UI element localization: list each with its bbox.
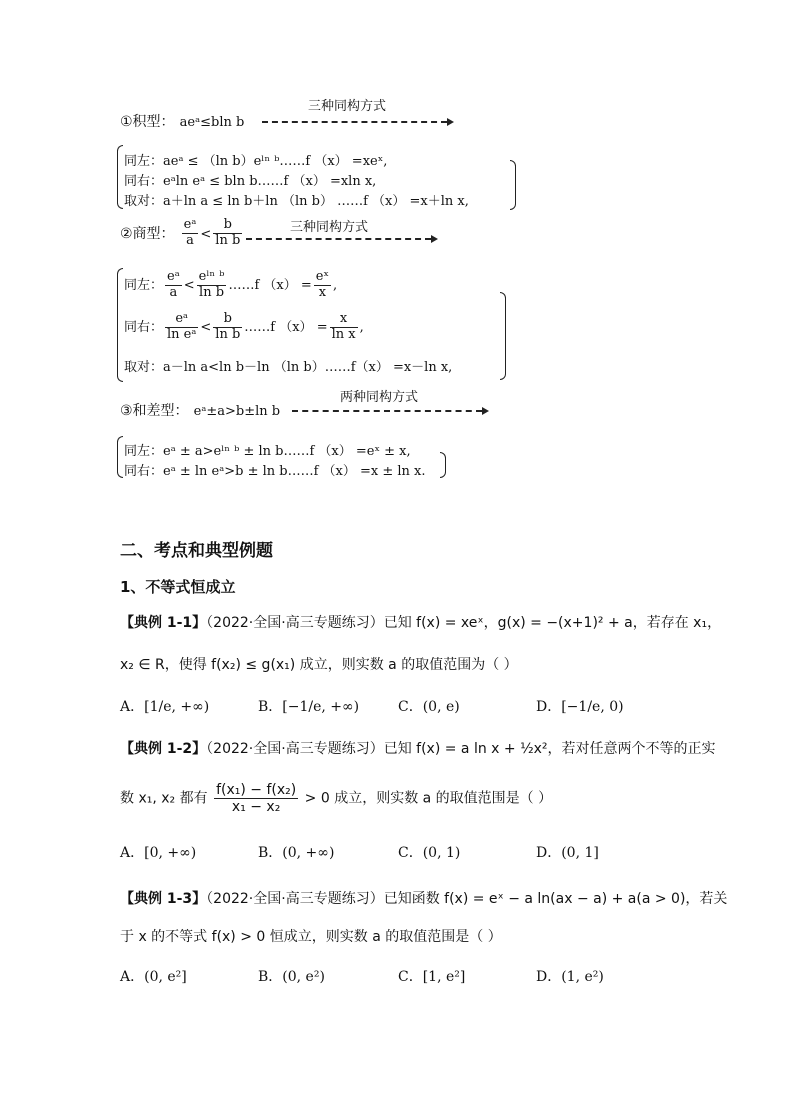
example-1-3-option-b[interactable]: B．(0, e²) — [258, 969, 325, 985]
section2-line2-d1: ln eᵃ — [167, 326, 197, 342]
example-1-3-line-1 — [120, 888, 727, 908]
section2-line2-n2: b — [213, 312, 242, 328]
section2-heading-row — [120, 218, 244, 249]
section-heading-kaodian: 二、考点和典型例题 — [120, 541, 273, 561]
section2-frac-right-den: ln b — [215, 232, 241, 248]
section2-heading: ②商型： — [120, 225, 175, 242]
example-1-2-line-1 — [120, 738, 716, 758]
section2-line2-d2: ln b — [215, 326, 241, 342]
section1-arrow-label: 三种同构方式 — [308, 99, 387, 114]
example-1-2-option-b[interactable]: B．(0, +∞) — [258, 845, 335, 861]
example-1-1-option-d[interactable]: D．[−1/e, 0) — [536, 699, 624, 715]
example-1-2-frac-num: f(x₁) − f(x₂) — [216, 782, 297, 798]
section1-line-2: 同右：eᵃln eᵃ ≤ bln b……f （x） =xln x, — [124, 174, 377, 189]
section1-line-3: 取对：a＋ln a ≤ ln b＋ln （ln b） ……f （x） =x＋ln x, — [124, 194, 469, 209]
section1-heading-row — [120, 111, 244, 131]
section2-line1-end: , — [332, 277, 338, 293]
section2-line2-label: 同右： — [124, 319, 164, 335]
section2-arrow-label: 三种同构方式 — [290, 220, 369, 235]
example-1-3-option-a[interactable]: A．(0, e²] — [120, 969, 187, 985]
section3-heading-row — [120, 400, 280, 420]
section3-brace-right — [440, 452, 446, 478]
section2-line2-end: , — [359, 319, 364, 335]
section1-brace-right — [510, 160, 516, 210]
example-1-2-pre: 数 x₁, x₂ 都有 — [120, 790, 208, 807]
example-1-1-option-b[interactable]: B．[−1/e, +∞) — [258, 699, 360, 715]
section2-line-3: 取对：a－ln a<ln b－ln （ln b）……f（x） =x－ln x, — [124, 360, 453, 375]
example-1-2-stem: （2022·全国·高三专题练习）已知 f(x) = a ln x + ½x²，若对任意两个不等的正实 — [206, 741, 716, 757]
section3-brace-left — [117, 436, 123, 478]
example-1-2-tag: 【典例 1-2】 — [120, 741, 207, 757]
section2-line-2: 同右： $\frac{\text{eᵃ}}{\text{ln eᵃ}}$ < $\frac{b}{\text{ln b}}$ ……f （x） = $\frac{x}{\text{ln x}}$ , — [124, 311, 364, 342]
section2-dashed-arrow — [246, 238, 431, 240]
section2-line1-n1: eᵃ — [167, 269, 180, 284]
section2-line2-n1: eᵃ — [165, 312, 198, 328]
section2-line1-frac2 — [197, 270, 227, 301]
example-1-3-tag: 【典例 1-3】 — [120, 891, 207, 907]
example-1-2-line-2 — [120, 782, 552, 815]
example-1-1-option-a[interactable]: A．[1/e, +∞) — [120, 699, 210, 715]
section2-line2-mid: ……f （x） = — [244, 319, 328, 335]
section1-brace-left — [117, 145, 123, 209]
subsection-heading-inequality: 1、不等式恒成立 — [120, 578, 236, 596]
section3-dashed-arrow — [292, 410, 482, 412]
example-1-2-option-a[interactable]: A．[0, +∞) — [120, 845, 197, 861]
example-1-2-post: > 0 成立，则实数 a 的取值范围是（ ） — [304, 790, 553, 807]
example-1-1-line-1 — [120, 612, 721, 632]
section2-line2-d3: ln x — [331, 326, 356, 342]
example-1-3-option-d[interactable]: D．(1, e²) — [536, 969, 604, 985]
example-1-3-option-c[interactable]: C．[1, e²] — [398, 969, 466, 985]
section3-line-2: 同右：eᵃ ± ln eᵃ>b ± ln b……f （x） =x ± ln x. — [124, 464, 426, 479]
example-1-1-line-2: x₂ ∈ R，使得 f(x₂) ≤ g(x₁) 成立，则实数 a 的取值范围为（ ） — [120, 657, 518, 673]
section1-dashed-arrow — [262, 121, 447, 123]
example-1-2-option-d[interactable]: D．(0, 1] — [536, 845, 599, 861]
section2-line1-d2: ln b — [199, 284, 225, 300]
section2-line1-frac1 — [165, 270, 182, 301]
section1-line-1: 同左：aeᵃ ≤ （ln b）eˡⁿ ᵇ……f （x） =xeˣ, — [124, 154, 388, 169]
section2-line1-n3: eˣ — [315, 269, 329, 284]
section2-brace-left — [117, 268, 123, 382]
example-1-2-fraction — [214, 782, 298, 815]
section2-line-1: 同左： $\frac{\text{eᵃ}}{a}$ < $\frac{\text{eˡⁿ ᵇ}}{\text{ln b}}$ ……f （x） = $\frac{\text{eˣ}}{x}$ , — [124, 269, 338, 300]
section3-line-1: 同左：eᵃ ± a>eˡⁿ ᵇ ± ln b……f （x） =eˣ ± x, — [124, 444, 411, 459]
example-1-3-stem: （2022·全国·高三专题练习）已知函数 f(x) = eˣ − a ln(ax − a) + a(a > 0)，若关 — [206, 891, 728, 907]
section2-line1-mid: ……f （x） = — [228, 277, 312, 293]
section2-frac-left-num: eᵃ — [183, 217, 197, 232]
section1-formula: aeᵃ≤bln b — [179, 115, 245, 130]
section1-heading: ①积型： — [120, 114, 175, 130]
section3-arrow-label: 两种同构方式 — [340, 390, 419, 405]
section2-line1-label: 同左： — [124, 277, 164, 293]
section2-line2-frac1 — [165, 312, 198, 343]
section3-formula: eᵃ±a>b±ln b — [193, 404, 281, 419]
section2-frac-left — [182, 218, 199, 249]
section2-frac-left-den: a — [186, 232, 194, 248]
section2-frac-right — [213, 218, 242, 249]
section2-line1-d3: x — [318, 284, 327, 300]
section2-line1-n2: eˡⁿ ᵇ — [198, 269, 225, 284]
section2-line2-frac3 — [330, 312, 358, 343]
section2-line1-d1: a — [169, 284, 178, 300]
example-1-2-frac-den: x₁ − x₂ — [231, 799, 281, 816]
section2-brace-right — [500, 292, 506, 380]
example-1-1-tag: 【典例 1-1】 — [120, 615, 207, 631]
section2-line2-n3: x — [330, 312, 358, 328]
section2-rel: < — [200, 226, 212, 242]
example-1-1-stem: （2022·全国·高三专题练习）已知 f(x) = xeˣ，g(x) = −(x+1)² + a，若存在 x₁， — [206, 615, 722, 631]
section2-line1-frac3 — [314, 270, 331, 301]
section2-frac-right-num: b — [213, 218, 242, 234]
section3-heading: ③和差型： — [120, 403, 189, 419]
example-1-1-option-c[interactable]: C．(0, e) — [398, 699, 460, 715]
section2-line2-frac2 — [213, 312, 242, 343]
example-1-3-line-2: 于 x 的不等式 f(x) > 0 恒成立，则实数 a 的取值范围是（ ） — [120, 929, 502, 945]
example-1-2-option-c[interactable]: C．(0, 1) — [398, 845, 461, 861]
